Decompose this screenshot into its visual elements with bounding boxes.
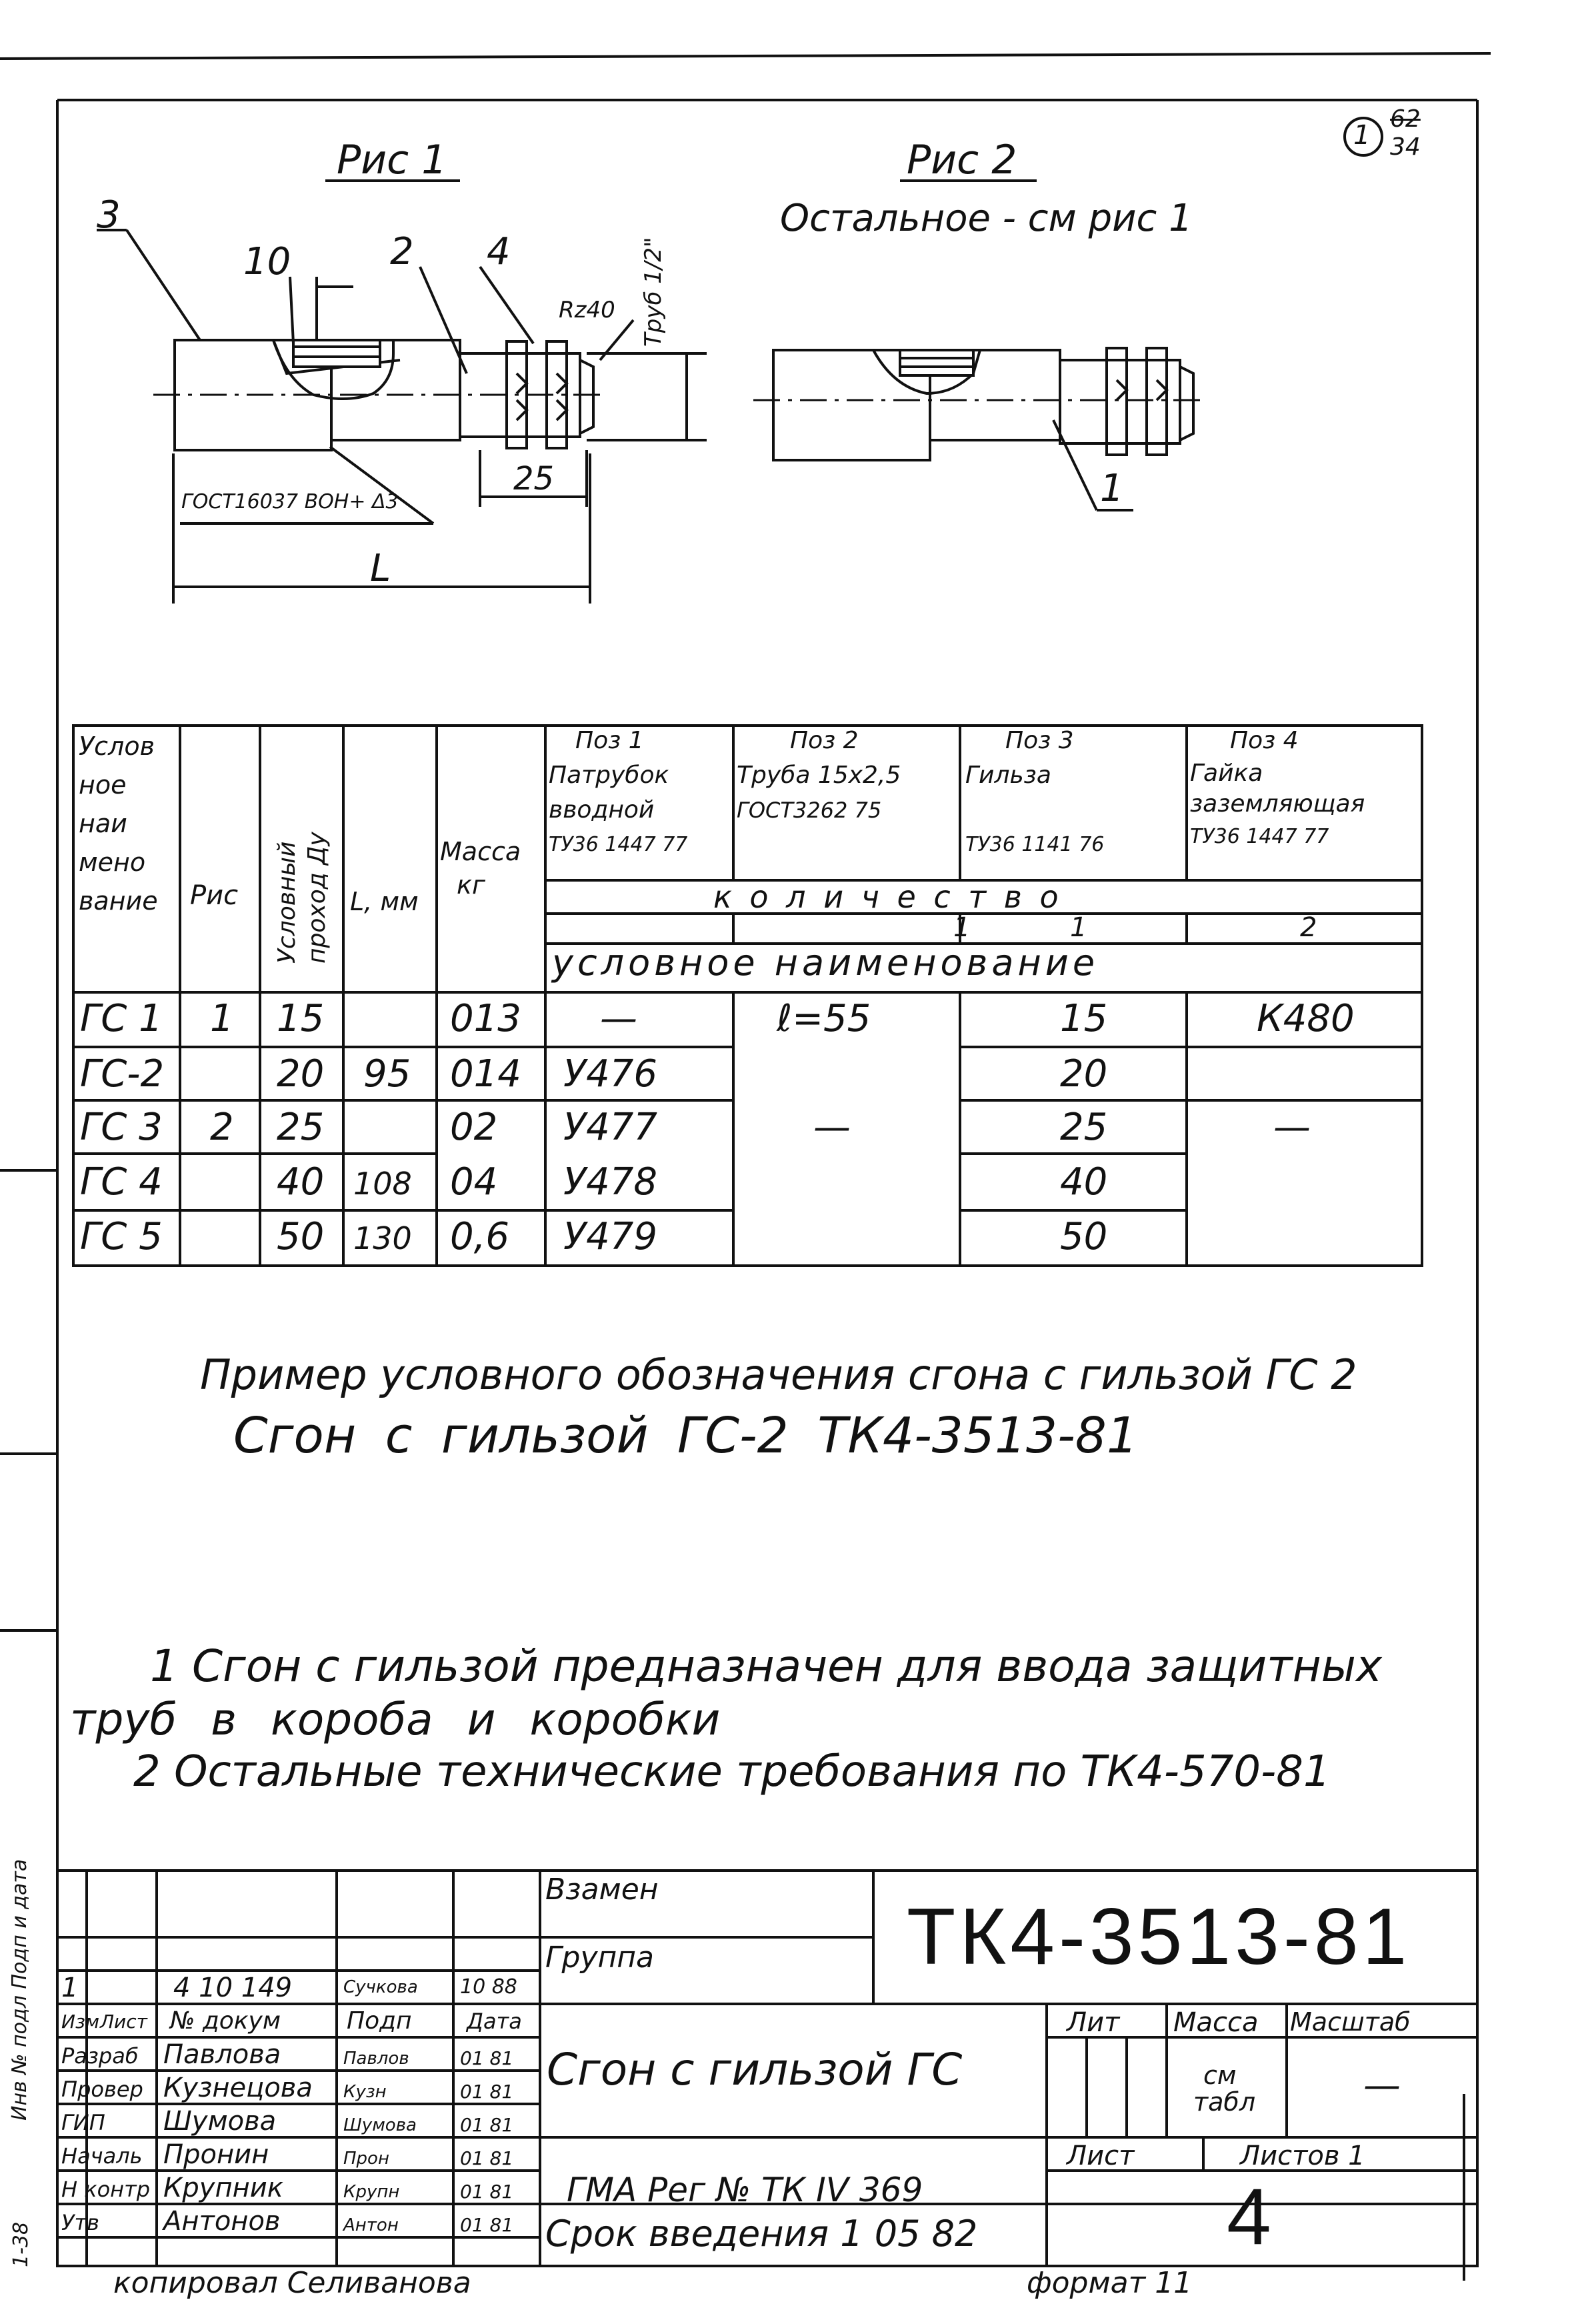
- mass-value-line1: см: [1203, 2061, 1237, 2090]
- row5-L: 130: [353, 1220, 412, 1256]
- col-L-header: L, мм: [350, 887, 419, 916]
- col-mass-header-line1: Масса: [440, 837, 521, 866]
- example-caption: Пример условного обозначения сгона с гильзой ГС 2: [200, 1350, 1357, 1399]
- footer-copied-by: копировал Селиванова: [113, 2266, 471, 2300]
- change-sign: Сучкова: [343, 1977, 418, 1997]
- rows2-5-pos4: —: [1273, 1106, 1311, 1149]
- row4-pos3: 40: [1060, 1160, 1108, 1204]
- rows2-5-pos2: —: [813, 1106, 851, 1149]
- row2-L: 95: [363, 1052, 411, 1096]
- hdr-list: Лист: [100, 2011, 147, 2033]
- row3-pos1: У477: [563, 1106, 658, 1149]
- people-names: Павлова Кузнецова Шумова Пронин Крупник Антонов: [163, 2039, 313, 2237]
- note-1-line1: 1 Сгон с гильзой предназначен для ввода защитных: [150, 1640, 1382, 1692]
- example-designation: Сгон с гильзой ГС-2 ТК4-3513-81: [233, 1407, 1138, 1464]
- change-izm: 1: [61, 1973, 79, 2003]
- note-1-line2: труб в короба и коробки: [70, 1694, 721, 1745]
- quantity-pos4: 2: [1300, 912, 1317, 943]
- figure1-roughness: Rz40: [559, 297, 615, 323]
- product-name: Сгон с гильзой ГС: [547, 2044, 963, 2095]
- sheet-number: 4: [1227, 2172, 1271, 2261]
- pos4-header: Поз 4 Гайка заземляющая ТУ36 1447 77: [1190, 727, 1365, 848]
- figure1-title: Рис 1: [337, 137, 447, 183]
- row3-dn: 25: [277, 1106, 325, 1149]
- row3-pos3: 25: [1060, 1106, 1108, 1149]
- vzamen-label: Взамен: [545, 1873, 659, 1907]
- row5-name: ГС 5: [80, 1215, 163, 1258]
- sheet-marker-fraction-bottom: 34: [1390, 133, 1421, 161]
- row3-mass: 02: [450, 1106, 498, 1149]
- quantity-pos1-2: 1: [953, 912, 971, 943]
- figure1-callout-10: 10: [243, 240, 291, 283]
- row3-name: ГС 3: [80, 1106, 163, 1149]
- pos2-header: Поз 2 Труба 15х2,5 ГОСТ3262 75: [737, 727, 901, 823]
- col-fig-header: Рис: [190, 880, 239, 911]
- row4-mass: 04: [450, 1160, 498, 1204]
- row2-mass: 014: [450, 1052, 521, 1096]
- list-label: Лист: [1067, 2141, 1135, 2171]
- hdr-date: Дата: [467, 2009, 522, 2034]
- sheet-marker-number: 1: [1353, 120, 1371, 151]
- hdr-izm: Изм: [61, 2011, 99, 2033]
- row2-dn: 20: [277, 1052, 325, 1096]
- side-stamp-lower: 1-38: [9, 2221, 33, 2267]
- figure1-dim-L: L: [370, 547, 391, 590]
- row2-pos1: У476: [563, 1052, 658, 1096]
- row5-pos3: 50: [1060, 1215, 1108, 1258]
- scale-label: Масштаб: [1290, 2007, 1411, 2037]
- scale-value: —: [1363, 2064, 1401, 2107]
- row4-name: ГС 4: [80, 1160, 163, 1204]
- document-designation: ТК4-3513-81: [907, 1892, 1411, 1981]
- row1-name: ГС 1: [80, 997, 163, 1040]
- mass-label: Масса: [1173, 2007, 1259, 2038]
- col-dn-header-line2: проход Ду: [303, 832, 331, 964]
- rows2-5-fig: 2: [210, 1106, 234, 1149]
- row1-pos1: —: [600, 997, 637, 1040]
- quantity-pos3: 1: [1070, 912, 1087, 943]
- row5-pos1: У479: [563, 1215, 658, 1258]
- sheet-marker-fraction-top: 62: [1390, 105, 1421, 133]
- row1-pos4: К480: [1257, 997, 1355, 1040]
- people-dates: 01 81 01 81 01 81 01 81 01 81 01 81: [460, 2047, 514, 2236]
- col-name-header: Услов ное наи мено вание: [79, 732, 158, 916]
- footer-format: формат 11: [1027, 2266, 1193, 2300]
- row4-L: 108: [353, 1166, 412, 1202]
- side-stamp: Инв № подл Подп и дата: [8, 1859, 31, 2121]
- col-mass-header-line2: кг: [457, 870, 485, 900]
- people-signatures: Павлов Кузн Шумова Прон Крупн Антон: [343, 2049, 417, 2235]
- row1-fig: 1: [210, 997, 234, 1040]
- change-date: 10 88: [460, 1975, 517, 1999]
- condname-label: условное наименование: [552, 942, 1099, 984]
- pos3-header: Поз 3 Гильза ТУ36 1141 76: [965, 727, 1105, 856]
- hdr-dokum: № докум: [170, 2007, 281, 2035]
- gruppa-label: Группа: [545, 1941, 654, 1975]
- hdr-podp: Подп: [347, 2007, 412, 2035]
- figure1-thread-size: Труб 1/2": [640, 237, 667, 347]
- mass-value-line2: табл: [1193, 2087, 1256, 2117]
- figure2-title: Рис 2: [907, 137, 1017, 183]
- quantity-label: к о л и ч е с т в о: [713, 879, 1063, 915]
- note-2: 2 Остальные технические требования по ТК4-570-81: [133, 1747, 1331, 1797]
- registration-number: ГМА Рег № ТК IV 369: [567, 2171, 923, 2209]
- people-roles: Разраб Провер ГИП Началь Н контр Утв: [61, 2043, 151, 2235]
- figure1-callout-3: 3: [97, 193, 121, 237]
- row1-pos3: 15: [1060, 997, 1108, 1040]
- lists-label: Листов 1: [1240, 2141, 1365, 2171]
- row4-dn: 40: [277, 1160, 325, 1204]
- row2-pos3: 20: [1060, 1052, 1108, 1096]
- row1-dn: 15: [277, 997, 325, 1040]
- change-dokum: 4 10 149: [173, 1973, 293, 2003]
- figure1-callout-4: 4: [487, 230, 511, 273]
- row2-name: ГС-2: [80, 1052, 165, 1096]
- figure2-callout-1: 1: [1100, 467, 1124, 510]
- figure1-gost-note: ГОСТ16037 ВОН+ Δ3: [181, 490, 399, 513]
- row1-pos2: ℓ=55: [777, 997, 871, 1040]
- row4-pos1: У478: [563, 1160, 658, 1204]
- col-dn-header-line1: Условный: [273, 841, 301, 964]
- pos1-header: Поз 1 Патрубок вводной ТУ36 1447 77: [549, 727, 688, 856]
- figure1-callout-2: 2: [390, 230, 414, 273]
- row5-dn: 50: [277, 1215, 325, 1258]
- lit-label: Лит: [1067, 2007, 1120, 2038]
- figure2-note: Остальное - см рис 1: [780, 197, 1193, 240]
- figure1-dim-25: 25: [513, 460, 555, 497]
- row5-mass: 0,6: [450, 1215, 510, 1258]
- row1-mass: 013: [450, 997, 521, 1040]
- intro-date: Срок введения 1 05 82: [545, 2213, 978, 2255]
